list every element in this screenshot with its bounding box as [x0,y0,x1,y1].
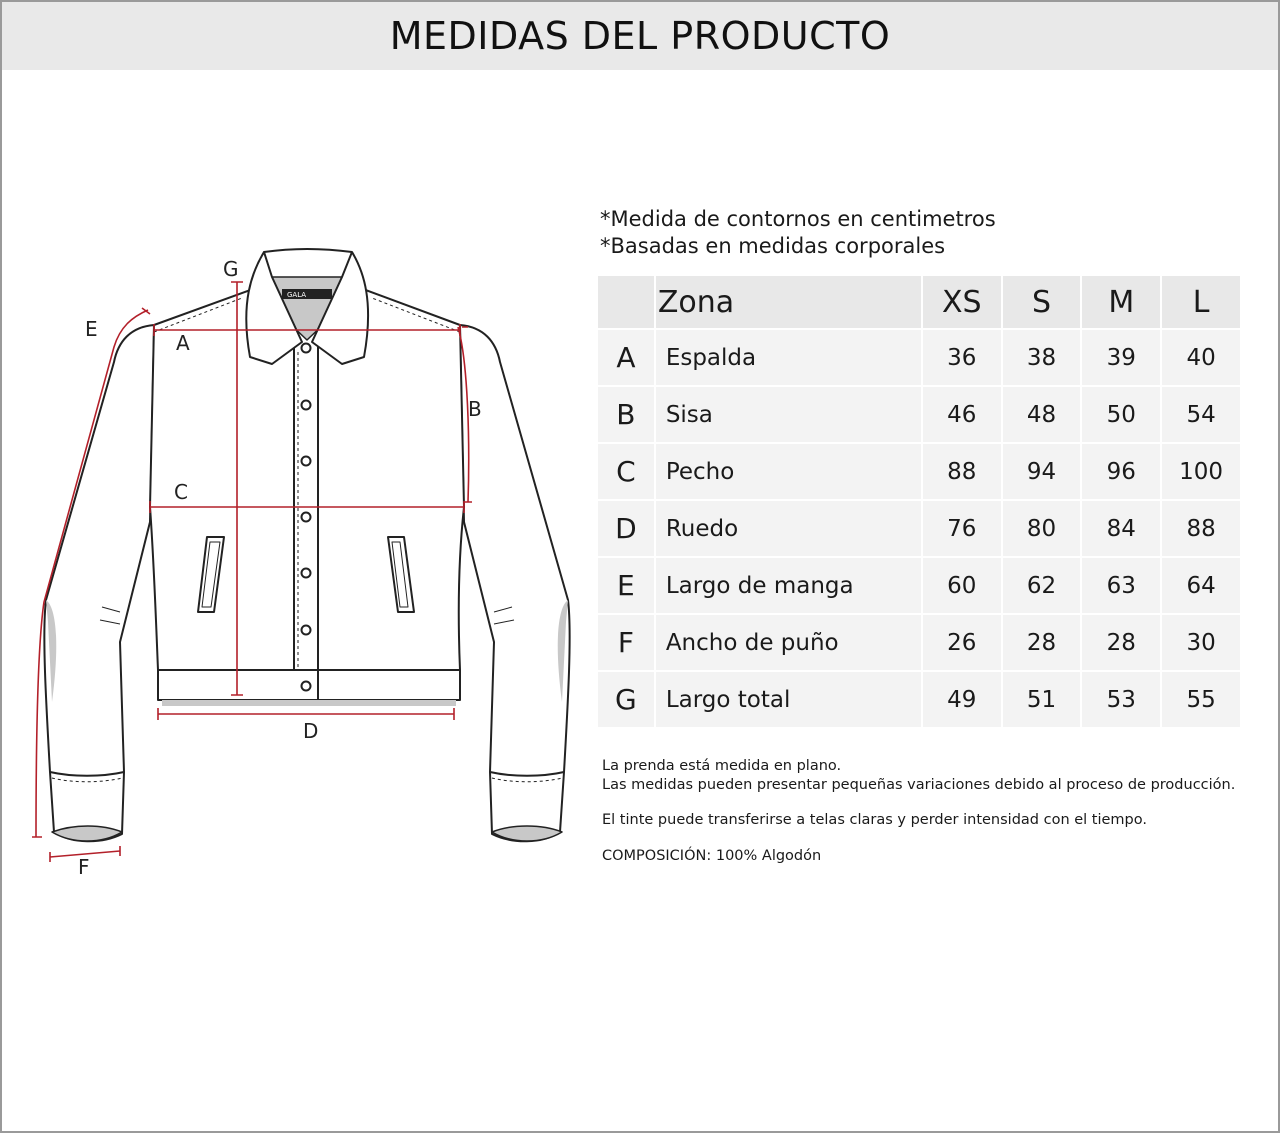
label-f: F [78,855,90,879]
note-contours: *Medida de contornos en centimetros [600,207,996,231]
row-zone: Ancho de puño [655,614,922,671]
note-body-based: *Basadas en medidas corporales [600,234,946,258]
cell-l: 40 [1161,329,1241,386]
brand-tag-text: GALA [287,291,307,299]
cell-l: 30 [1161,614,1241,671]
cell-s: 80 [1002,500,1082,557]
cell-xs: 46 [922,386,1002,443]
cell-l: 64 [1161,557,1241,614]
note-flat-measure: La prenda está medida en plano. [602,758,842,774]
cell-xs: 76 [922,500,1002,557]
table-row [598,671,1241,728]
table-row [598,443,1241,500]
cell-xs: 36 [922,329,1002,386]
cell-m: 63 [1081,557,1161,614]
note-dye: El tinte puede transferirse a telas claras y perder intensidad con el tiempo. [602,812,1147,828]
header-size-m: M [1081,276,1161,329]
row-letter: C [598,443,655,500]
cell-m: 84 [1081,500,1161,557]
cell-xs: 60 [922,557,1002,614]
label-g: G [223,257,239,281]
header-size-s: S [1002,276,1082,329]
label-a: A [176,331,190,355]
row-zone: Pecho [655,443,922,500]
row-letter: B [598,386,655,443]
table-row [598,557,1241,614]
measurement-notes [600,206,996,260]
header-size-l: L [1161,276,1241,329]
cell-m: 53 [1081,671,1161,728]
table-row [598,329,1241,386]
row-letter: A [598,329,655,386]
page-title: MEDIDAS DEL PRODUCTO [389,14,891,58]
row-zone: Ruedo [655,500,922,557]
cell-m: 50 [1081,386,1161,443]
care-notes [602,757,1235,866]
cell-s: 62 [1002,557,1082,614]
header-bar [2,2,1278,70]
header-zone: Zona [655,276,922,329]
cell-xs: 88 [922,443,1002,500]
table-row [598,614,1241,671]
cell-xs: 26 [922,614,1002,671]
cell-xs: 49 [922,671,1002,728]
table-row [598,500,1241,557]
cell-l: 100 [1161,443,1241,500]
row-zone: Largo total [655,671,922,728]
note-variations: Las medidas pueden presentar pequeñas variaciones debido al proceso de producción. [602,777,1236,793]
cell-l: 88 [1161,500,1241,557]
cell-l: 54 [1161,386,1241,443]
size-table [598,276,1242,729]
row-zone: Espalda [655,329,922,386]
row-zone: Largo de manga [655,557,922,614]
cell-m: 39 [1081,329,1161,386]
cell-s: 28 [1002,614,1082,671]
label-e: E [85,317,98,341]
jacket-diagram [2,202,602,902]
cell-l: 55 [1161,671,1241,728]
cell-m: 96 [1081,443,1161,500]
size-table-header [598,276,1241,329]
label-b: B [468,397,482,421]
cell-s: 48 [1002,386,1082,443]
header-letter [598,276,655,329]
row-zone: Sisa [655,386,922,443]
table-row [598,386,1241,443]
row-letter: G [598,671,655,728]
cell-m: 28 [1081,614,1161,671]
row-letter: D [598,500,655,557]
cell-s: 38 [1002,329,1082,386]
cell-s: 94 [1002,443,1082,500]
row-letter: F [598,614,655,671]
jacket-outline [44,249,569,841]
label-d: D [303,719,319,743]
row-letter: E [598,557,655,614]
note-composition: COMPOSICIÓN: 100% Algodón [602,848,822,864]
header-size-xs: XS [922,276,1002,329]
cell-s: 51 [1002,671,1082,728]
label-c: C [174,480,188,504]
